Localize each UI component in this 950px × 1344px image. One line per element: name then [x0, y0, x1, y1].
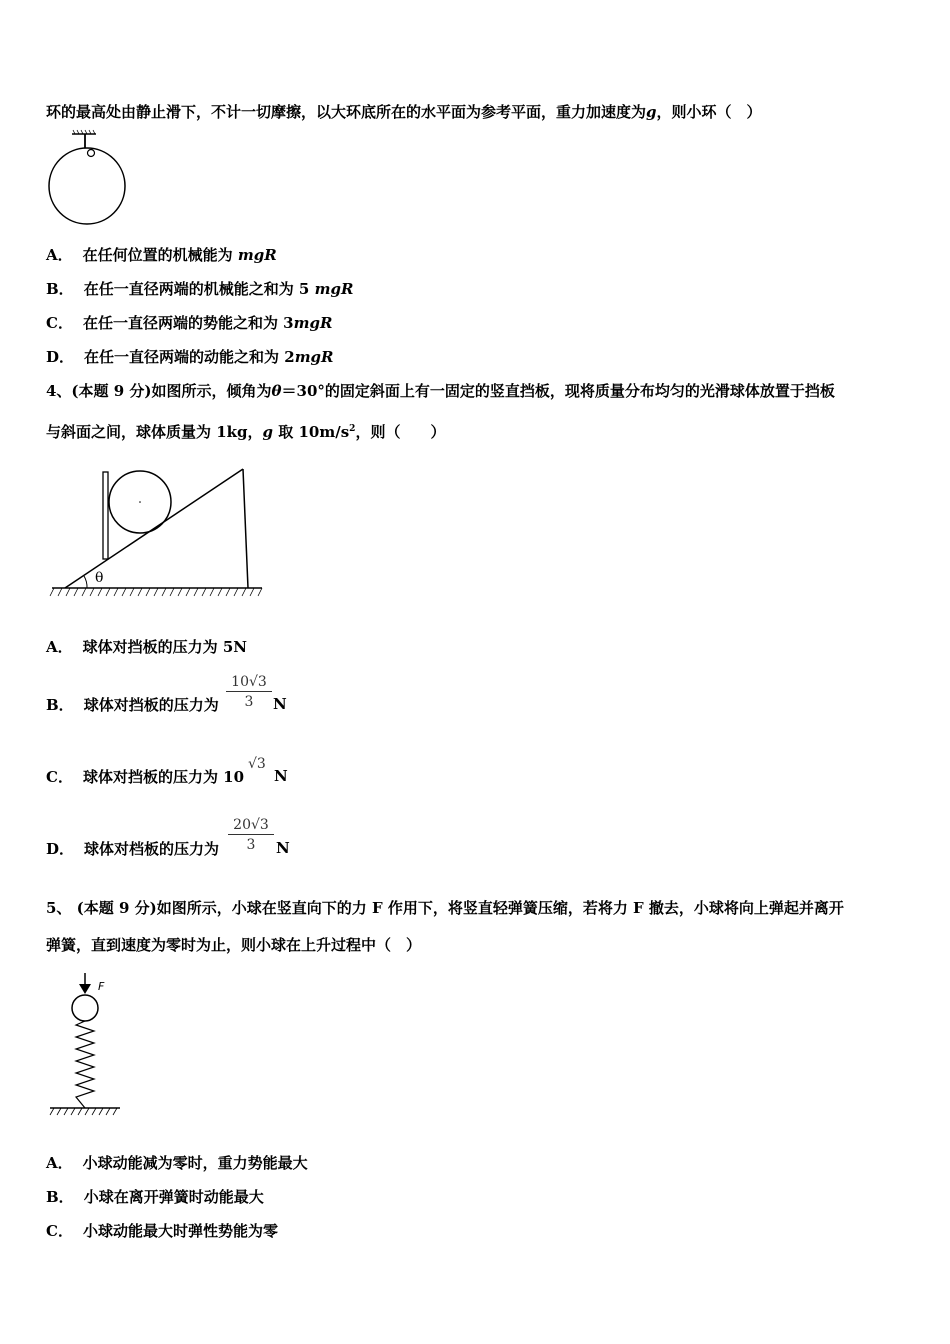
var-g: g	[646, 103, 657, 121]
q5-stem-line1: 5、 (本题 9 分)如图所示，小球在竖直向下的力 F 作用下，将竖直轻弹簧压缩，若将力 F 撤去，小球将向上弹起并离开	[46, 899, 844, 917]
q5-stem-line2: 弹簧，直到速度为零时为止，则小球在上升过程中（ ）	[46, 936, 422, 954]
q5-option-c: C． 小球动能最大时弹性势能为零	[46, 1222, 278, 1240]
fraction-b: 10√3 3	[226, 674, 272, 710]
q4-option-c: C． 球体对挡板的压力为 10	[46, 768, 245, 786]
q5-option-a: A． 小球动能减为零时，重力势能最大	[46, 1154, 308, 1172]
q3-stem: 环的最高处由静止滑下，不计一切摩擦，以大环底所在的水平面为参考平面，重力加速度为g，则小环（ ）	[46, 103, 762, 121]
q3-option-c: C． 在任一直径两端的势能之和为 3mgR	[46, 314, 333, 332]
theta-label: θ	[95, 570, 104, 586]
q4-stem-line2: 与斜面之间，球体质量为 1kg，g 取 $10m/s^2$，则（ ）	[46, 423, 446, 441]
q5-option-b: B． 小球在离开弹簧时动能最大	[46, 1188, 264, 1206]
sqrt-c: √3	[248, 756, 266, 772]
q4-option-b: B． 球体对挡板的压力为	[46, 696, 219, 714]
q3-option-a: A． 在任何位置的机械能为 mgR	[46, 246, 277, 264]
incline-sphere-figure	[50, 455, 265, 605]
fraction-d: 20√3 3	[228, 817, 274, 853]
unit-b: N	[273, 695, 287, 713]
q3-option-d: D． 在任一直径两端的动能之和为 2mgR	[46, 348, 334, 366]
q4-stem-line1: 4、(本题 9 分)如图所示，倾角为θ＝30°的固定斜面上有一固定的竖直挡板，现将质量分布均匀的光滑球体放置于挡板	[46, 382, 835, 400]
q4-option-a: A． 球体对挡板的压力为 5N	[46, 638, 248, 656]
unit-c: N	[274, 767, 288, 785]
force-label: F	[98, 980, 105, 993]
q3-option-b: B． 在任一直径两端的机械能之和为 5 mgR	[46, 280, 354, 298]
q4-option-d: D． 球体对档板的压力为	[46, 840, 220, 858]
spring-ball-figure	[46, 970, 126, 1120]
unit-d: N	[276, 839, 290, 857]
hanging-ring-figure	[44, 128, 134, 228]
